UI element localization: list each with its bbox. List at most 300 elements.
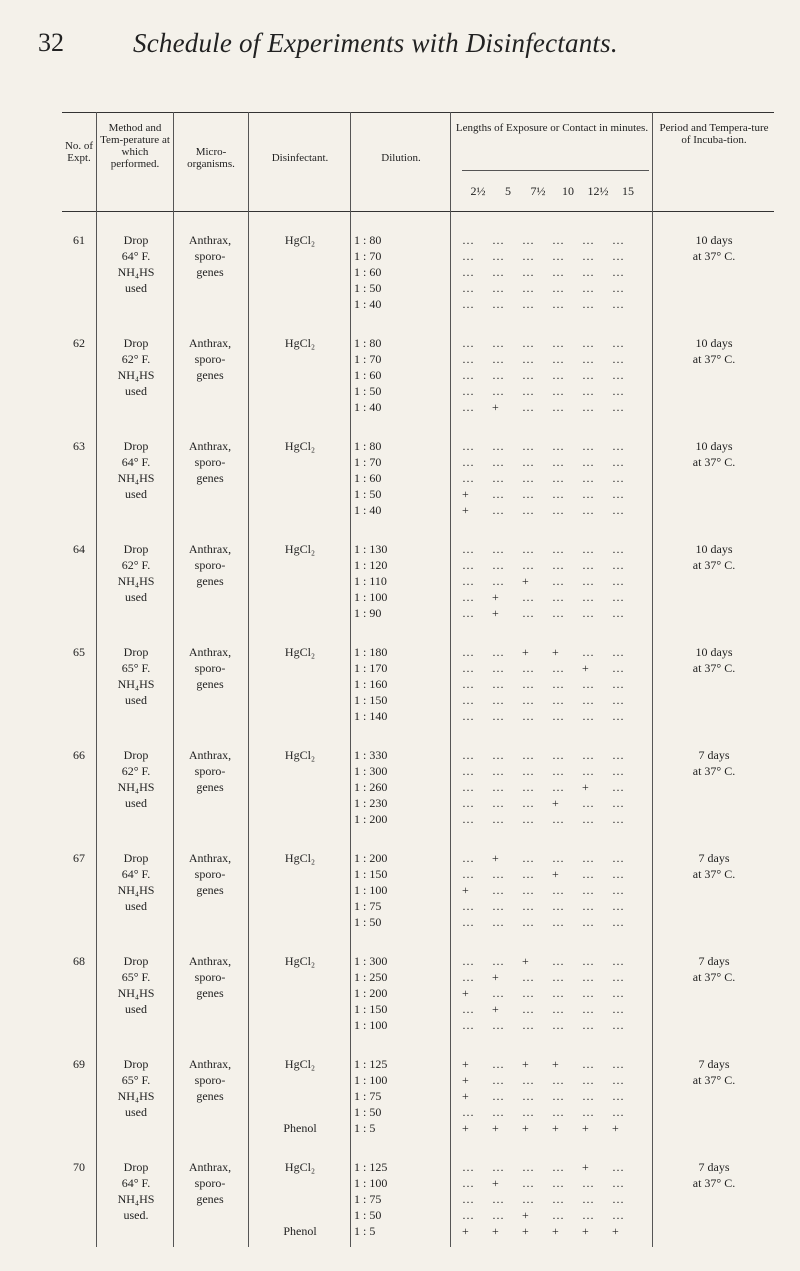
method-line: 65° F. xyxy=(121,970,151,984)
growth-mark: + xyxy=(492,606,500,620)
no-growth-dots: … xyxy=(552,503,565,517)
incubation-period-line: at 37° C. xyxy=(692,352,736,366)
growth-mark: + xyxy=(522,954,530,968)
no-growth-dots: … xyxy=(582,1089,595,1103)
no-growth-dots: … xyxy=(612,503,625,517)
no-growth-dots: … xyxy=(612,915,625,929)
exposure-results-row xyxy=(462,747,650,763)
disinfectant-name: HgCl₂ xyxy=(284,851,316,865)
disinfectant-name: HgCl₂ xyxy=(284,1160,316,1174)
no-growth-dots: … xyxy=(582,542,595,556)
no-growth-dots: … xyxy=(582,867,595,881)
no-growth-dots: … xyxy=(462,1018,475,1032)
col-header-micro: Micro-organisms. xyxy=(187,146,235,170)
no-growth-dots: … xyxy=(552,487,565,501)
no-growth-dots: … xyxy=(492,352,505,366)
no-growth-dots: … xyxy=(462,455,475,469)
no-growth-dots: … xyxy=(612,954,625,968)
dilution-value: 1 : 150 xyxy=(354,867,388,881)
no-growth-dots: … xyxy=(552,336,565,350)
dilution-value: 1 : 75 xyxy=(354,899,382,913)
no-growth-dots: … xyxy=(612,645,625,659)
exposure-results-row xyxy=(462,1088,650,1104)
minute-subheader: 12½ xyxy=(587,184,609,198)
no-growth-dots: … xyxy=(522,352,535,366)
micro-organism-line: genes xyxy=(196,780,224,794)
no-growth-dots: … xyxy=(552,1176,565,1190)
experiment-block xyxy=(62,541,774,621)
no-growth-dots: … xyxy=(582,455,595,469)
incubation-period-line: 7 days xyxy=(698,748,730,762)
no-growth-dots: … xyxy=(522,1002,535,1016)
method-line: Drop xyxy=(123,439,149,453)
no-growth-dots: … xyxy=(462,1105,475,1119)
no-growth-dots: … xyxy=(492,986,505,1000)
experiment-number: 70 xyxy=(73,1160,85,1174)
no-growth-dots: … xyxy=(552,1160,565,1174)
experiment-number: 61 xyxy=(73,233,85,247)
no-growth-dots: … xyxy=(522,487,535,501)
micro-organism-line: sporo- xyxy=(194,970,226,984)
growth-mark: + xyxy=(492,1121,500,1135)
method-line: Drop xyxy=(123,233,149,247)
no-growth-dots: … xyxy=(522,1073,535,1087)
method-line: 64° F. xyxy=(121,867,151,881)
exposure-results-row xyxy=(462,779,650,795)
no-growth-dots: … xyxy=(552,661,565,675)
method-line: Drop xyxy=(123,851,149,865)
no-growth-dots: … xyxy=(492,1089,505,1103)
growth-mark: + xyxy=(612,1121,620,1135)
no-growth-dots: … xyxy=(552,748,565,762)
exposure-results-row xyxy=(462,953,650,969)
micro-organism-line: genes xyxy=(196,883,224,897)
exposure-results-row xyxy=(462,1191,650,1207)
growth-mark: + xyxy=(582,1160,590,1174)
no-growth-dots: … xyxy=(522,899,535,913)
no-growth-dots: … xyxy=(552,590,565,604)
no-growth-dots: … xyxy=(522,1018,535,1032)
no-growth-dots: … xyxy=(492,455,505,469)
incubation-period-line: at 37° C. xyxy=(692,1176,736,1190)
no-growth-dots: … xyxy=(612,851,625,865)
dilution-value: 1 : 100 xyxy=(354,883,388,897)
exposure-results-row xyxy=(462,232,650,248)
growth-mark: + xyxy=(522,1121,530,1135)
no-growth-dots: … xyxy=(522,883,535,897)
dilution-value: 1 : 50 xyxy=(354,487,382,501)
no-growth-dots: … xyxy=(462,558,475,572)
no-growth-dots: … xyxy=(552,439,565,453)
method-line: 62° F. xyxy=(121,558,151,572)
dilution-value: 1 : 80 xyxy=(354,336,382,350)
no-growth-dots: … xyxy=(612,677,625,691)
no-growth-dots: … xyxy=(462,249,475,263)
col-header-lengths: Lengths of Exposure or Contact in minutes. xyxy=(455,122,649,134)
exposure-results-row xyxy=(462,438,650,454)
growth-mark: + xyxy=(612,1224,620,1238)
no-growth-dots: … xyxy=(582,748,595,762)
no-growth-dots: … xyxy=(612,471,625,485)
no-growth-dots: … xyxy=(612,1105,625,1119)
no-growth-dots: … xyxy=(492,1057,505,1071)
no-growth-dots: … xyxy=(492,281,505,295)
no-growth-dots: … xyxy=(522,455,535,469)
method-line: used xyxy=(125,693,147,707)
no-growth-dots: … xyxy=(612,1018,625,1032)
no-growth-dots: … xyxy=(492,1208,505,1222)
no-growth-dots: … xyxy=(492,796,505,810)
method-line: used xyxy=(125,899,147,913)
no-growth-dots: … xyxy=(462,336,475,350)
method-line: 64° F. xyxy=(121,1176,151,1190)
no-growth-dots: … xyxy=(612,1176,625,1190)
exposure-results-row xyxy=(462,1072,650,1088)
experiment-block xyxy=(62,850,774,930)
growth-mark: + xyxy=(522,1057,530,1071)
no-growth-dots: … xyxy=(582,1073,595,1087)
no-growth-dots: … xyxy=(552,233,565,247)
no-growth-dots: … xyxy=(522,336,535,350)
no-growth-dots: … xyxy=(552,1192,565,1206)
exposure-results-row xyxy=(462,763,650,779)
no-growth-dots: … xyxy=(492,883,505,897)
no-growth-dots: … xyxy=(612,780,625,794)
no-growth-dots: … xyxy=(462,954,475,968)
no-growth-dots: … xyxy=(462,1192,475,1206)
no-growth-dots: … xyxy=(612,352,625,366)
growth-mark: + xyxy=(462,883,470,897)
dilution-value: 1 : 300 xyxy=(354,764,388,778)
micro-organism-line: Anthrax, xyxy=(188,1057,232,1071)
exposure-results-row xyxy=(462,280,650,296)
micro-organism-line: sporo- xyxy=(194,867,226,881)
exposure-results-row xyxy=(462,1207,650,1223)
no-growth-dots: … xyxy=(582,368,595,382)
no-growth-dots: … xyxy=(552,1073,565,1087)
micro-organism-line: genes xyxy=(196,574,224,588)
no-growth-dots: … xyxy=(522,384,535,398)
no-growth-dots: … xyxy=(492,867,505,881)
micro-organism-line: sporo- xyxy=(194,455,226,469)
no-growth-dots: … xyxy=(612,384,625,398)
no-growth-dots: … xyxy=(612,1192,625,1206)
no-growth-dots: … xyxy=(552,970,565,984)
no-growth-dots: … xyxy=(582,677,595,691)
method-line: 64° F. xyxy=(121,249,151,263)
no-growth-dots: … xyxy=(492,297,505,311)
incubation-period-line: 7 days xyxy=(698,954,730,968)
no-growth-dots: … xyxy=(552,249,565,263)
no-growth-dots: … xyxy=(612,812,625,826)
growth-mark: + xyxy=(462,1121,470,1135)
exposure-results-row xyxy=(462,605,650,621)
dilution-value: 1 : 100 xyxy=(354,1176,388,1190)
no-growth-dots: … xyxy=(612,400,625,414)
no-growth-dots: … xyxy=(612,1057,625,1071)
no-growth-dots: … xyxy=(492,542,505,556)
experiment-number: 69 xyxy=(73,1057,85,1071)
experiment-number: 68 xyxy=(73,954,85,968)
no-growth-dots: … xyxy=(522,764,535,778)
exposure-results-row xyxy=(462,1159,650,1175)
dilution-value: 1 : 40 xyxy=(354,400,382,414)
no-growth-dots: … xyxy=(462,661,475,675)
no-growth-dots: … xyxy=(552,368,565,382)
no-growth-dots: … xyxy=(582,1105,595,1119)
incubation-period-line: 7 days xyxy=(698,851,730,865)
no-growth-dots: … xyxy=(462,764,475,778)
table-top-rule xyxy=(62,112,774,113)
micro-organism-line: sporo- xyxy=(194,1176,226,1190)
no-growth-dots: … xyxy=(552,780,565,794)
no-growth-dots: … xyxy=(582,265,595,279)
dilution-value: 1 : 60 xyxy=(354,368,382,382)
no-growth-dots: … xyxy=(522,709,535,723)
incubation-period-line: 7 days xyxy=(698,1057,730,1071)
dilution-value: 1 : 60 xyxy=(354,471,382,485)
no-growth-dots: … xyxy=(612,265,625,279)
no-growth-dots: … xyxy=(462,899,475,913)
exposure-results-row xyxy=(462,454,650,470)
exposure-results-row xyxy=(462,399,650,415)
no-growth-dots: … xyxy=(582,606,595,620)
method-line: Drop xyxy=(123,542,149,556)
exposure-results-row xyxy=(462,985,650,1001)
dilution-value: 1 : 120 xyxy=(354,558,388,572)
no-growth-dots: … xyxy=(522,970,535,984)
growth-mark: + xyxy=(492,1224,500,1238)
no-growth-dots: … xyxy=(552,954,565,968)
no-growth-dots: … xyxy=(522,503,535,517)
no-growth-dots: … xyxy=(582,1192,595,1206)
no-growth-dots: … xyxy=(492,503,505,517)
method-line: NH₄HS xyxy=(117,471,155,485)
dilution-value: 1 : 60 xyxy=(354,265,382,279)
no-growth-dots: … xyxy=(552,542,565,556)
no-growth-dots: … xyxy=(612,748,625,762)
no-growth-dots: … xyxy=(612,661,625,675)
no-growth-dots: … xyxy=(582,1057,595,1071)
no-growth-dots: … xyxy=(492,899,505,913)
no-growth-dots: … xyxy=(522,1089,535,1103)
no-growth-dots: … xyxy=(462,1160,475,1174)
method-line: Drop xyxy=(123,748,149,762)
micro-organism-line: Anthrax, xyxy=(188,954,232,968)
no-growth-dots: … xyxy=(522,542,535,556)
disinfectant-name: HgCl₂ xyxy=(284,336,316,350)
micro-organism-line: Anthrax, xyxy=(188,851,232,865)
no-growth-dots: … xyxy=(492,954,505,968)
no-growth-dots: … xyxy=(582,1176,595,1190)
no-growth-dots: … xyxy=(522,748,535,762)
method-line: 62° F. xyxy=(121,352,151,366)
dilution-value: 1 : 75 xyxy=(354,1089,382,1103)
method-line: NH₄HS xyxy=(117,574,155,588)
no-growth-dots: … xyxy=(462,439,475,453)
no-growth-dots: … xyxy=(492,915,505,929)
no-growth-dots: … xyxy=(462,233,475,247)
no-growth-dots: … xyxy=(462,574,475,588)
growth-mark: + xyxy=(522,574,530,588)
no-growth-dots: … xyxy=(492,368,505,382)
no-growth-dots: … xyxy=(462,780,475,794)
micro-organism-line: genes xyxy=(196,265,224,279)
col-header-period: Period and Tempera-ture of Incuba-tion. xyxy=(659,122,769,146)
growth-mark: + xyxy=(492,970,500,984)
no-growth-dots: … xyxy=(462,297,475,311)
experiment-block xyxy=(62,953,774,1033)
no-growth-dots: … xyxy=(552,471,565,485)
method-line: Drop xyxy=(123,645,149,659)
no-growth-dots: … xyxy=(552,606,565,620)
incubation-period-line: 10 days xyxy=(695,233,733,247)
dilution-value: 1 : 130 xyxy=(354,542,388,556)
no-growth-dots: … xyxy=(522,233,535,247)
no-growth-dots: … xyxy=(492,1160,505,1174)
dilution-value: 1 : 50 xyxy=(354,384,382,398)
dilution-value: 1 : 70 xyxy=(354,352,382,366)
growth-mark: + xyxy=(582,780,590,794)
dilution-value: 1 : 250 xyxy=(354,970,388,984)
no-growth-dots: … xyxy=(462,1176,475,1190)
minute-subheader: 5 xyxy=(505,184,511,198)
no-growth-dots: … xyxy=(582,558,595,572)
no-growth-dots: … xyxy=(582,954,595,968)
method-line: Drop xyxy=(123,336,149,350)
dilution-value: 1 : 40 xyxy=(354,297,382,311)
experiment-block xyxy=(62,1056,774,1136)
method-line: used xyxy=(125,590,147,604)
no-growth-dots: … xyxy=(612,986,625,1000)
micro-organism-line: sporo- xyxy=(194,1073,226,1087)
growth-mark: + xyxy=(552,1057,560,1071)
growth-mark: + xyxy=(492,400,500,414)
no-growth-dots: … xyxy=(522,796,535,810)
dilution-value: 1 : 300 xyxy=(354,954,388,968)
col-header-no: No. of Expt. xyxy=(64,140,94,164)
dilution-value: 1 : 200 xyxy=(354,812,388,826)
no-growth-dots: … xyxy=(612,439,625,453)
no-growth-dots: … xyxy=(612,368,625,382)
exposure-results-row xyxy=(462,1223,650,1239)
no-growth-dots: … xyxy=(582,471,595,485)
exposure-results-row xyxy=(462,296,650,312)
no-growth-dots: … xyxy=(612,297,625,311)
experiment-number: 64 xyxy=(73,542,85,556)
no-growth-dots: … xyxy=(522,265,535,279)
experiment-block xyxy=(62,335,774,415)
no-growth-dots: … xyxy=(612,574,625,588)
growth-mark: + xyxy=(552,867,560,881)
no-growth-dots: … xyxy=(462,812,475,826)
no-growth-dots: … xyxy=(612,249,625,263)
no-growth-dots: … xyxy=(552,812,565,826)
dilution-value: 1 : 40 xyxy=(354,503,382,517)
no-growth-dots: … xyxy=(492,574,505,588)
no-growth-dots: … xyxy=(462,265,475,279)
no-growth-dots: … xyxy=(552,1018,565,1032)
dilution-value: 1 : 50 xyxy=(354,281,382,295)
no-growth-dots: … xyxy=(552,574,565,588)
method-line: 62° F. xyxy=(121,764,151,778)
no-growth-dots: … xyxy=(552,1089,565,1103)
micro-organism-line: genes xyxy=(196,677,224,691)
dilution-value: 1 : 160 xyxy=(354,677,388,691)
no-growth-dots: … xyxy=(522,400,535,414)
no-growth-dots: … xyxy=(522,851,535,865)
method-line: used. xyxy=(123,1208,149,1222)
exposure-results-row xyxy=(462,573,650,589)
micro-organism-line: Anthrax, xyxy=(188,1160,232,1174)
no-growth-dots: … xyxy=(522,606,535,620)
minute-subheader: 10 xyxy=(562,184,574,198)
micro-organism-line: sporo- xyxy=(194,764,226,778)
no-growth-dots: … xyxy=(492,748,505,762)
micro-organism-line: Anthrax, xyxy=(188,439,232,453)
incubation-period-line: at 37° C. xyxy=(692,558,736,572)
no-growth-dots: … xyxy=(612,558,625,572)
method-line: used xyxy=(125,384,147,398)
dilution-value: 1 : 260 xyxy=(354,780,388,794)
dilution-value: 1 : 90 xyxy=(354,606,382,620)
growth-mark: + xyxy=(552,645,560,659)
growth-mark: + xyxy=(462,1089,470,1103)
no-growth-dots: … xyxy=(552,677,565,691)
exposure-results-row xyxy=(462,898,650,914)
no-growth-dots: … xyxy=(582,899,595,913)
growth-mark: + xyxy=(462,986,470,1000)
experiment-number: 67 xyxy=(73,851,85,865)
no-growth-dots: … xyxy=(552,352,565,366)
growth-mark: + xyxy=(522,1224,530,1238)
dilution-value: 1 : 50 xyxy=(354,1105,382,1119)
no-growth-dots: … xyxy=(552,883,565,897)
method-line: NH₄HS xyxy=(117,883,155,897)
growth-mark: + xyxy=(582,661,590,675)
incubation-period-line: at 37° C. xyxy=(692,1073,736,1087)
disinfectant-name: HgCl₂ xyxy=(284,233,316,247)
experiment-number: 63 xyxy=(73,439,85,453)
method-line: NH₄HS xyxy=(117,677,155,691)
incubation-period-line: at 37° C. xyxy=(692,455,736,469)
no-growth-dots: … xyxy=(612,1073,625,1087)
no-growth-dots: … xyxy=(612,590,625,604)
dilution-value: 1 : 330 xyxy=(354,748,388,762)
micro-organism-line: Anthrax, xyxy=(188,645,232,659)
exposure-results-row xyxy=(462,248,650,264)
no-growth-dots: … xyxy=(492,265,505,279)
dilution-value: 1 : 50 xyxy=(354,1208,382,1222)
growth-mark: + xyxy=(462,1057,470,1071)
no-growth-dots: … xyxy=(492,1192,505,1206)
micro-organism-line: genes xyxy=(196,986,224,1000)
exposure-results-row xyxy=(462,1056,650,1072)
no-growth-dots: … xyxy=(582,764,595,778)
growth-mark: + xyxy=(552,1121,560,1135)
no-growth-dots: … xyxy=(582,503,595,517)
no-growth-dots: … xyxy=(522,986,535,1000)
no-growth-dots: … xyxy=(582,851,595,865)
no-growth-dots: … xyxy=(522,1192,535,1206)
exposure-results-row xyxy=(462,676,650,692)
micro-organism-line: genes xyxy=(196,471,224,485)
minute-subheader: 2½ xyxy=(470,184,486,198)
incubation-period-line: at 37° C. xyxy=(692,764,736,778)
method-line: NH₄HS xyxy=(117,265,155,279)
experiment-block xyxy=(62,644,774,724)
dilution-value: 1 : 5 xyxy=(354,1224,376,1238)
